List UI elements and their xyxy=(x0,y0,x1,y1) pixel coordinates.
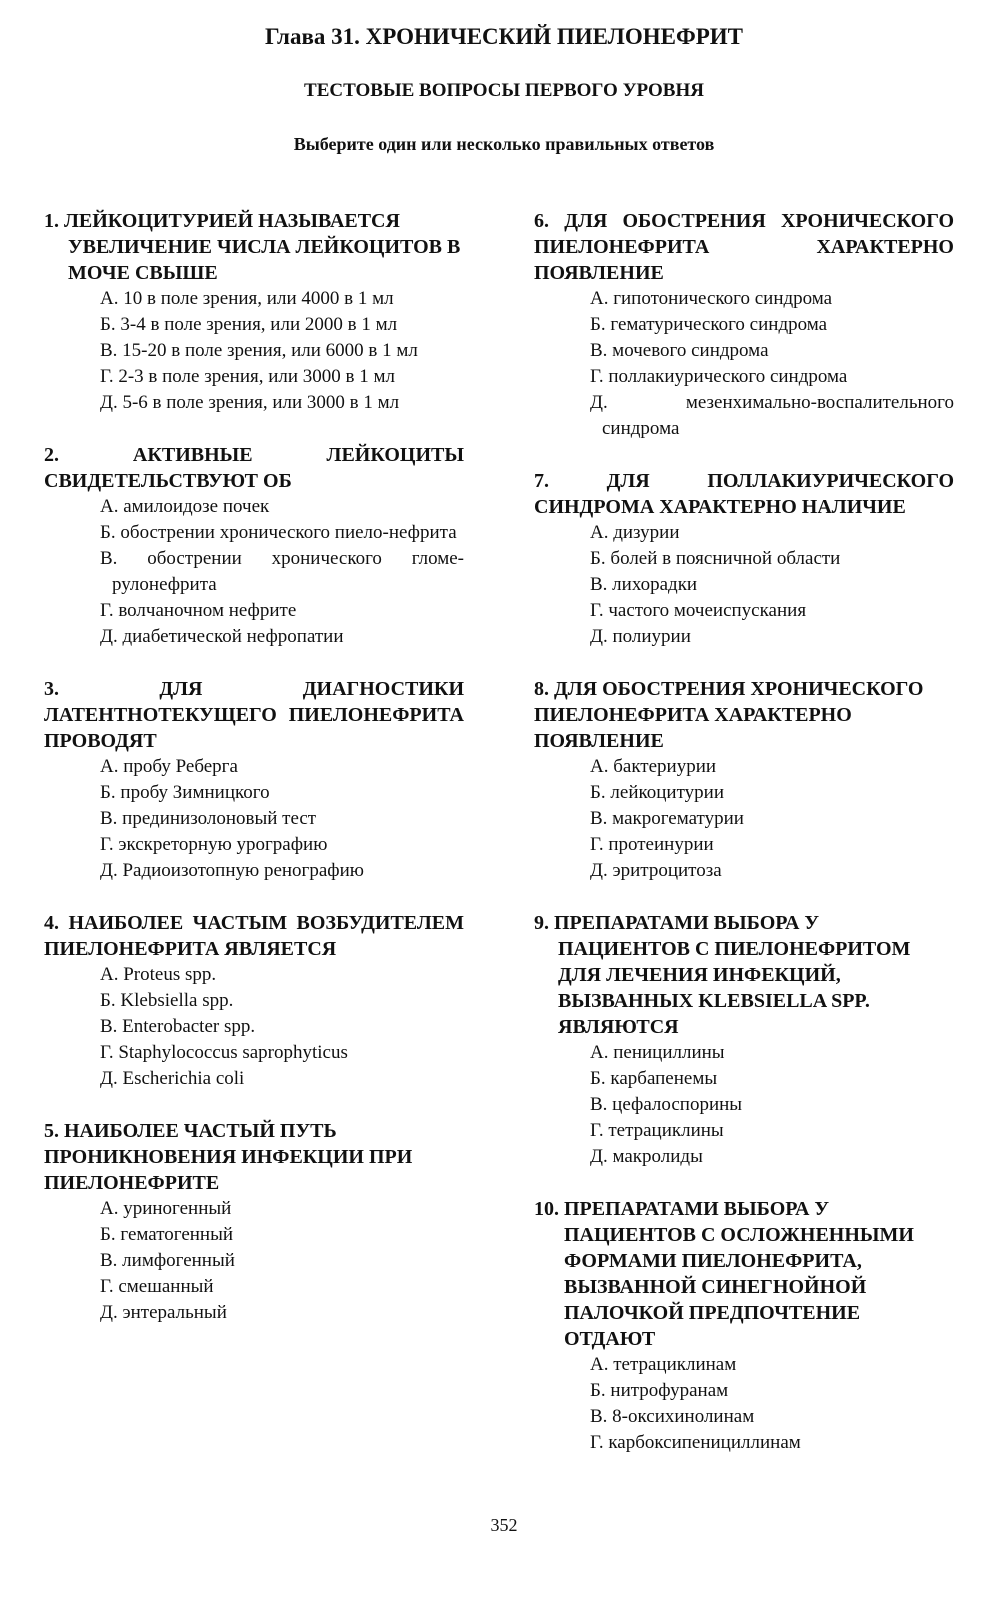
question-5 xyxy=(44,1118,464,1326)
answer-option: Д. полиурии xyxy=(590,626,691,647)
answer-list xyxy=(534,754,954,884)
answer-option: Д. энтеральный xyxy=(100,1302,227,1323)
question-text: НАИБОЛЕЕ ЧАСТЫМ ВОЗБУДИТЕЛЕМ ПИЕЛОНЕФРИТА ЯВЛЯЕТСЯ xyxy=(44,912,464,960)
question-number: 4. xyxy=(44,912,59,934)
question-heading xyxy=(44,676,464,754)
instruction-text: Выберите один или несколько правильных ответов xyxy=(293,134,715,154)
question-text: ДЛЯ ОБОСТРЕНИЯ ХРОНИЧЕСКОГО ПИЕЛОНЕФРИТА ХАРАКТЕРНО ПОЯВЛЕНИЕ xyxy=(534,678,924,752)
answer-option: Д. Escherichia coli xyxy=(100,1068,245,1089)
answer-option: Б. Klebsiella spp. xyxy=(100,990,234,1011)
answer-list xyxy=(44,286,464,416)
question-text: ДЛЯ ДИАГНОСТИКИ ЛАТЕНТНОТЕКУЩЕГО ПИЕЛОНЕФРИТА ПРОВОДЯТ xyxy=(44,678,464,752)
question-number: 5. xyxy=(44,1120,59,1142)
answer-option: Д. 5-6 в поле зрения, или 3000 в 1 мл xyxy=(100,392,400,413)
answer-option: Д. эритроцитоза xyxy=(590,860,722,881)
right-column xyxy=(534,208,954,1482)
answer-option: Г. 2-3 в поле зрения, или 3000 в 1 мл xyxy=(100,366,396,387)
answer-option: Б. лейкоцитурии xyxy=(590,782,724,803)
answer-option: Б. гематогенный xyxy=(100,1224,234,1245)
answer-option: Г. смешанный xyxy=(100,1276,214,1297)
answer-option: А. дизурии xyxy=(590,522,680,543)
question-9 xyxy=(534,910,954,1170)
question-number: 10. xyxy=(534,1198,559,1220)
question-heading xyxy=(44,1118,464,1196)
answer-list xyxy=(534,520,954,650)
answer-option: Г. протеинурии xyxy=(590,834,714,855)
question-text: ЛЕЙКОЦИТУРИЕЙ НАЗЫВАЕТСЯ УВЕЛИЧЕНИЕ ЧИСЛА ЛЕЙКОЦИТОВ В МОЧЕ СВЫШЕ xyxy=(64,210,461,284)
answer-option: Б. 3-4 в поле зрения, или 2000 в 1 мл xyxy=(100,314,398,335)
question-4 xyxy=(44,910,464,1092)
answer-option: В. прединизолоновый тест xyxy=(100,808,317,829)
question-text: ПРЕПАРАТАМИ ВЫБОРА У ПАЦИЕНТОВ С ОСЛОЖНЕННЫМИ ФОРМАМИ ПИЕЛОНЕФРИТА, ВЫЗВАННОЙ СИНЕГНОЙНОЙ ПАЛОЧКОЙ ПРЕДПОЧТЕНИЕ ОТДАЮТ xyxy=(564,1198,914,1350)
answer-option: Д. диабетической нефропатии xyxy=(100,626,344,647)
answer-list xyxy=(44,1196,464,1326)
answer-option: В. лихорадки xyxy=(590,574,698,595)
answer-option: В. лимфогенный xyxy=(100,1250,235,1271)
answer-option: А. гипотонического синдрома xyxy=(590,288,833,309)
answer-option: А. тетрациклинам xyxy=(590,1354,737,1375)
question-number: 1. xyxy=(44,210,59,232)
answer-option: Б. гематурического синдрома xyxy=(590,314,828,335)
answer-option: А. пенициллины xyxy=(590,1042,725,1063)
section-title: ТЕСТОВЫЕ ВОПРОСЫ ПЕРВОГО УРОВНЯ xyxy=(304,80,704,101)
answer-list xyxy=(44,962,464,1092)
answer-list xyxy=(534,1040,954,1170)
answer-option: Б. болей в поясничной области xyxy=(590,548,841,569)
question-heading xyxy=(534,910,954,1040)
question-6 xyxy=(534,208,954,442)
answer-option: В. Enterobacter spp. xyxy=(100,1016,256,1037)
question-number: 3. xyxy=(44,678,59,700)
left-column xyxy=(44,208,464,1352)
question-1 xyxy=(44,208,464,416)
answer-option: Г. поллакиурического синдрома xyxy=(590,366,848,387)
question-heading xyxy=(44,442,464,494)
answer-option: В. 8-оксихинолинам xyxy=(590,1406,755,1427)
question-8 xyxy=(534,676,954,884)
question-number: 9. xyxy=(534,912,549,934)
answer-list xyxy=(44,494,464,650)
answer-option: Г. частого мочеиспускания xyxy=(590,600,807,621)
question-heading xyxy=(534,208,954,286)
answer-option: Г. тетрациклины xyxy=(590,1120,724,1141)
answer-option: Г. карбоксипенициллинам xyxy=(590,1432,801,1453)
answer-option: Г. экскреторную урографию xyxy=(100,834,328,855)
answer-option: А. амилоидозе почек xyxy=(100,496,270,517)
question-text: АКТИВНЫЕ ЛЕЙКОЦИТЫ СВИДЕТЕЛЬСТВУЮТ ОБ xyxy=(44,444,465,492)
chapter-title: Глава 31. ХРОНИЧЕСКИЙ ПИЕЛОНЕФРИТ xyxy=(265,24,743,49)
answer-option: В. макрогематурии xyxy=(590,808,744,829)
question-text: ДЛЯ ОБОСТРЕНИЯ ХРОНИЧЕСКОГО ПИЕЛОНЕФРИТА ХАРАКТЕРНО ПОЯВЛЕНИЕ xyxy=(534,210,955,284)
answer-option: А. Proteus spp. xyxy=(100,964,217,985)
answer-list xyxy=(534,286,954,442)
answer-option: Д. Радиоизотопную ренографию xyxy=(100,860,364,881)
question-number: 2. xyxy=(44,444,59,466)
answer-option: Б. обострении хронического пиело-нефрита xyxy=(100,522,457,543)
question-text: ДЛЯ ПОЛЛАКИУРИЧЕСКОГО СИНДРОМА ХАРАКТЕРНО НАЛИЧИЕ xyxy=(534,470,954,518)
question-text: ПРЕПАРАТАМИ ВЫБОРА У ПАЦИЕНТОВ С ПИЕЛОНЕФРИТОМ ДЛЯ ЛЕЧЕНИЯ ИНФЕКЦИЙ, ВЫЗВАННЫХ KLEBSIELLA SPP. ЯВЛЯЮТСЯ xyxy=(554,912,911,1038)
question-text: НАИБОЛЕЕ ЧАСТЫЙ ПУТЬ ПРОНИКНОВЕНИЯ ИНФЕКЦИИ ПРИ ПИЕЛОНЕФРИТЕ xyxy=(44,1120,413,1194)
answer-option: Б. нитрофуранам xyxy=(590,1380,729,1401)
answer-option: В. мочевого синдрома xyxy=(590,340,769,361)
question-heading xyxy=(534,676,954,754)
answer-option: Г. Staphylococcus saprophyticus xyxy=(100,1042,348,1063)
answer-option: А. уриногенный xyxy=(100,1198,232,1219)
question-heading xyxy=(44,208,464,286)
question-heading xyxy=(44,910,464,962)
answer-option: Д. макролиды xyxy=(590,1146,703,1167)
answer-option: В. 15-20 в поле зрения, или 6000 в 1 мл xyxy=(100,340,418,361)
answer-list xyxy=(534,1352,954,1456)
answer-option: Б. карбапенемы xyxy=(590,1068,718,1089)
question-10 xyxy=(534,1196,954,1456)
answer-option: Г. волчаночном нефрите xyxy=(100,600,297,621)
question-number: 6. xyxy=(534,210,549,232)
answer-option: А. бактериурии xyxy=(590,756,717,777)
page-number: 352 xyxy=(490,1515,518,1535)
question-heading xyxy=(534,468,954,520)
answer-option: В. обострении хронического гломе-рулонефрита xyxy=(100,548,464,595)
answer-option: А. пробу Реберга xyxy=(100,756,238,777)
answer-list xyxy=(44,754,464,884)
answer-option: Д. мезенхимально-воспалительного синдрома xyxy=(590,392,954,439)
question-number: 7. xyxy=(534,470,549,492)
question-2 xyxy=(44,442,464,650)
question-3 xyxy=(44,676,464,884)
answer-option: Б. пробу Зимницкого xyxy=(100,782,270,803)
question-heading xyxy=(534,1196,954,1352)
answer-option: А. 10 в поле зрения, или 4000 в 1 мл xyxy=(100,288,394,309)
question-number: 8. xyxy=(534,678,549,700)
question-7 xyxy=(534,468,954,650)
answer-option: В. цефалоспорины xyxy=(590,1094,743,1115)
